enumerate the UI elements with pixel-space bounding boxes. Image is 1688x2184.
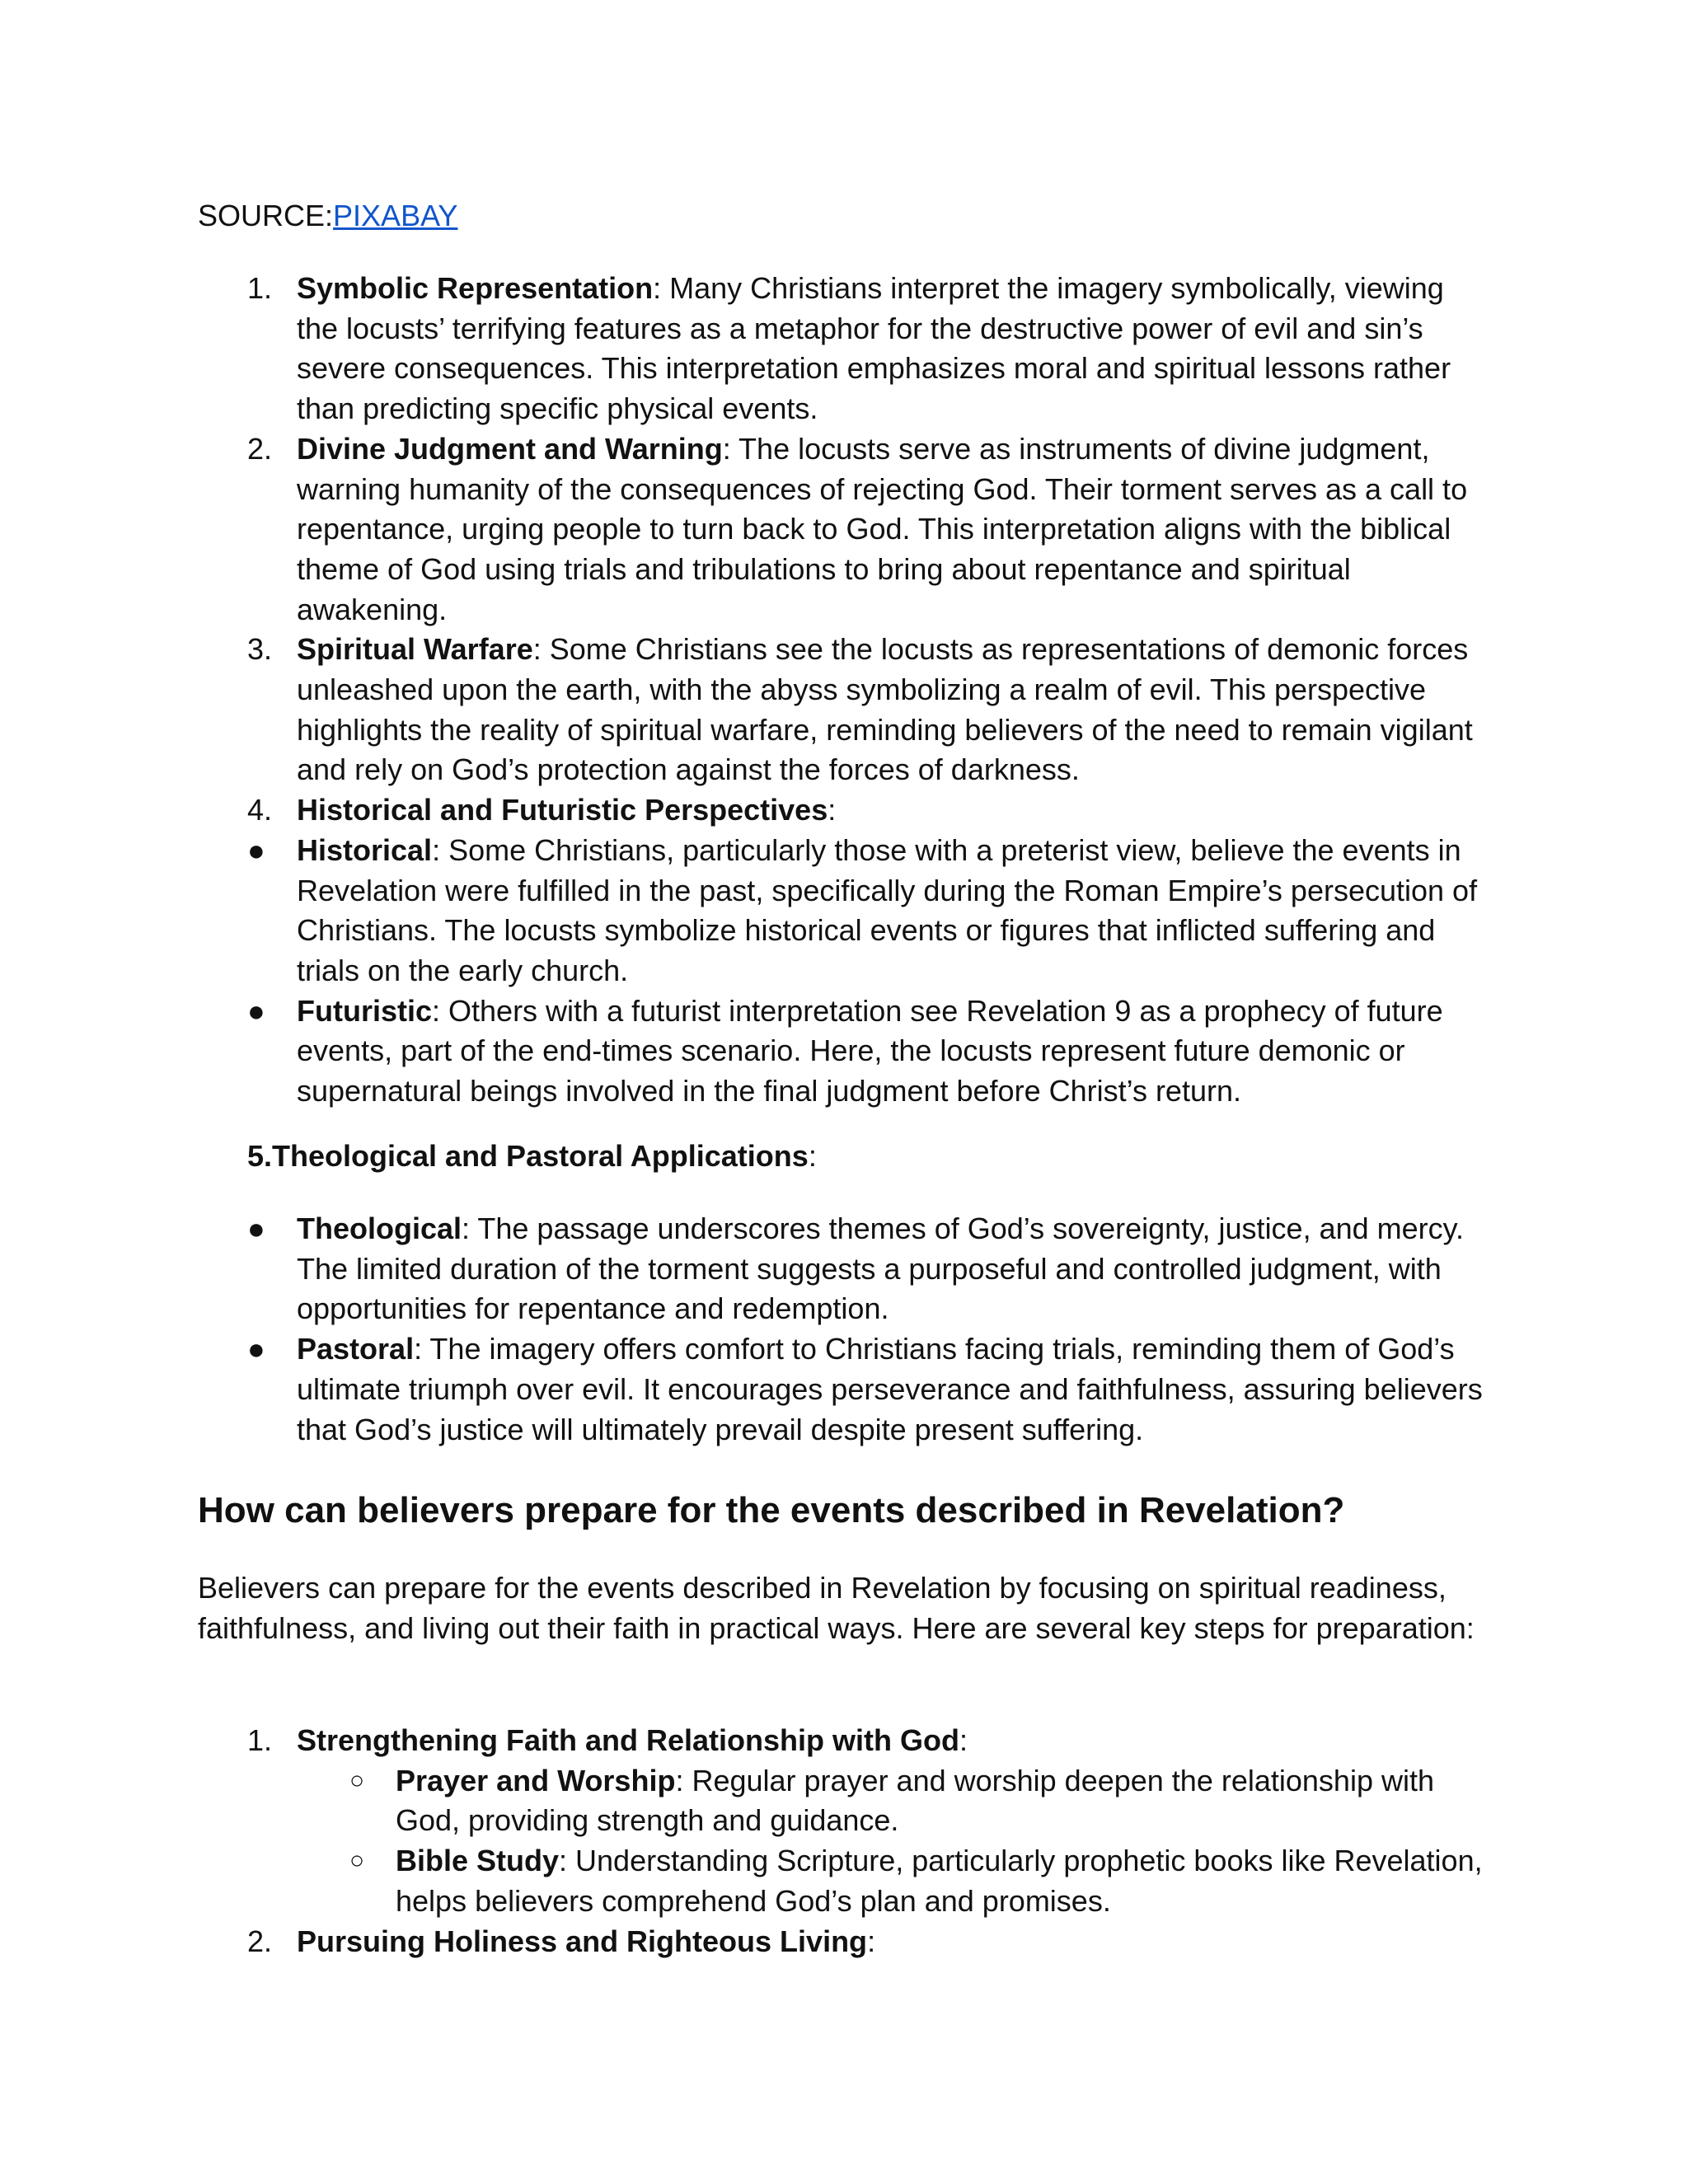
list-marker: 3.: [247, 632, 273, 667]
source-label: SOURCE:: [198, 199, 334, 232]
list-marker: 1.: [247, 1723, 273, 1757]
item-text: : Regular prayer and worship deepen the relationship with God, providing strength and guidance.: [396, 1763, 1434, 1838]
item-title: Futuristic: [297, 993, 433, 1028]
hollow-bullet-icon: ○: [349, 1766, 365, 1794]
source-line: [198, 196, 457, 236]
item-title: Strengthening Faith and Relationship with God: [297, 1723, 959, 1757]
item-text: : The locusts serve as instruments of divine judgment, warning humanity of the consequences of rejecting God. Their torment serves as a call to repentance, urging people to turn back to God. This interpretation aligns with the biblical theme of God using trials and tribulations to bring about repentance and spiritual awakening.: [297, 431, 1468, 626]
applications-list: [0, 1209, 1688, 1450]
list-item: [0, 1721, 1492, 1761]
item-title: Historical: [297, 832, 433, 867]
item-title: Symbolic Representation: [297, 271, 654, 305]
list-marker: 4.: [247, 793, 273, 827]
list-item: [0, 790, 1492, 831]
item-title: Divine Judgment and Warning: [297, 431, 723, 466]
section-5-title: 5.Theological and Pastoral Applications: [247, 1139, 809, 1173]
list-marker: 1.: [247, 271, 273, 305]
item-title: Prayer and Worship: [396, 1763, 676, 1797]
item-text: : Some Christians see the locusts as representations of demonic forces unleashed upon the earth, with the abyss symbolizing a realm of evil. This perspective highlights the reality of spiritual warfare, reminding believers of the need to remain vigilant and rely on God’s protection against the forces of darkness.: [297, 632, 1473, 787]
list-item: [0, 269, 1492, 429]
sub-list-item: [0, 1761, 1492, 1841]
item-text: :: [828, 793, 837, 827]
item-title: Pursuing Holiness and Righteous Living: [297, 1924, 868, 1958]
list-item: [0, 1329, 1492, 1450]
list-item: [0, 1922, 1492, 1962]
list-item: [0, 630, 1492, 790]
list-marker: 2.: [247, 431, 273, 466]
item-text: :: [867, 1924, 876, 1958]
bullet-icon: ●: [247, 832, 265, 867]
list-item: [0, 1209, 1492, 1329]
intro-paragraph: Believers can prepare for the events described in Revelation by focusing on spiritual readiness, faithfulness, and living out their faith in practical ways. Here are several key steps for preparation:: [198, 1571, 1475, 1645]
bullet-icon: ●: [247, 1212, 265, 1245]
list-item: [0, 991, 1492, 1112]
item-text: : Some Christians, particularly those with a preterist view, believe the events in Revelation were fulfilled in the past, specifically during the Roman Empire’s persecution of Christians. The locusts symbolize historical events or figures that inflicted suffering and trials on the early church.: [297, 832, 1478, 987]
bullet-icon: ●: [247, 1332, 265, 1366]
item-title: Spiritual Warfare: [297, 632, 533, 667]
section-heading: How can believers prepare for the events described in Revelation?: [198, 1490, 1345, 1530]
source-link[interactable]: PIXABAY: [333, 199, 458, 232]
item-title: Theological: [297, 1212, 462, 1245]
item-title: Bible Study: [396, 1844, 560, 1878]
item-text: : Many Christians interpret the imagery symbolically, viewing the locusts’ terrifying features as a metaphor for the destructive power of evil and sin’s severe consequences. This interpretation emphasizes moral and spiritual lessons rather than predicting specific physical events.: [297, 271, 1451, 426]
list-item: [0, 831, 1492, 991]
bullet-icon: ●: [247, 993, 265, 1028]
section-5-suffix: :: [808, 1139, 817, 1173]
preparation-list: [0, 1721, 1688, 1961]
item-text: : The imagery offers comfort to Christians facing trials, reminding them of God’s ultimate triumph over evil. It encourages perseverance and faithfulness, assuring believers that God’s justice will ultimately prevail despite present suffering.: [297, 1332, 1483, 1446]
list-item: [0, 429, 1492, 630]
hollow-bullet-icon: ○: [349, 1847, 365, 1875]
item-text: :: [959, 1723, 968, 1757]
section-5-heading: [247, 1137, 817, 1176]
list-marker: 2.: [247, 1924, 273, 1958]
item-title: Historical and Futuristic Perspectives: [297, 793, 828, 827]
item-title: Pastoral: [297, 1332, 415, 1366]
sub-list-item: [0, 1841, 1492, 1921]
item-text: : Understanding Scripture, particularly prophetic books like Revelation, helps believers comprehend God’s plan and promises.: [396, 1844, 1483, 1918]
item-text: : Others with a futurist interpretation see Revelation 9 as a prophecy of future events, part of the end-times scenario. Here, the locusts represent future demonic or supernatural beings involved in the final judgment before Christ’s return.: [297, 993, 1443, 1108]
interpretations-list: [0, 269, 1688, 1112]
item-text: : The passage underscores themes of God’s sovereignty, justice, and mercy. The limited duration of the torment suggests a purposeful and controlled judgment, with opportunities for repentance and redemption.: [297, 1212, 1464, 1326]
